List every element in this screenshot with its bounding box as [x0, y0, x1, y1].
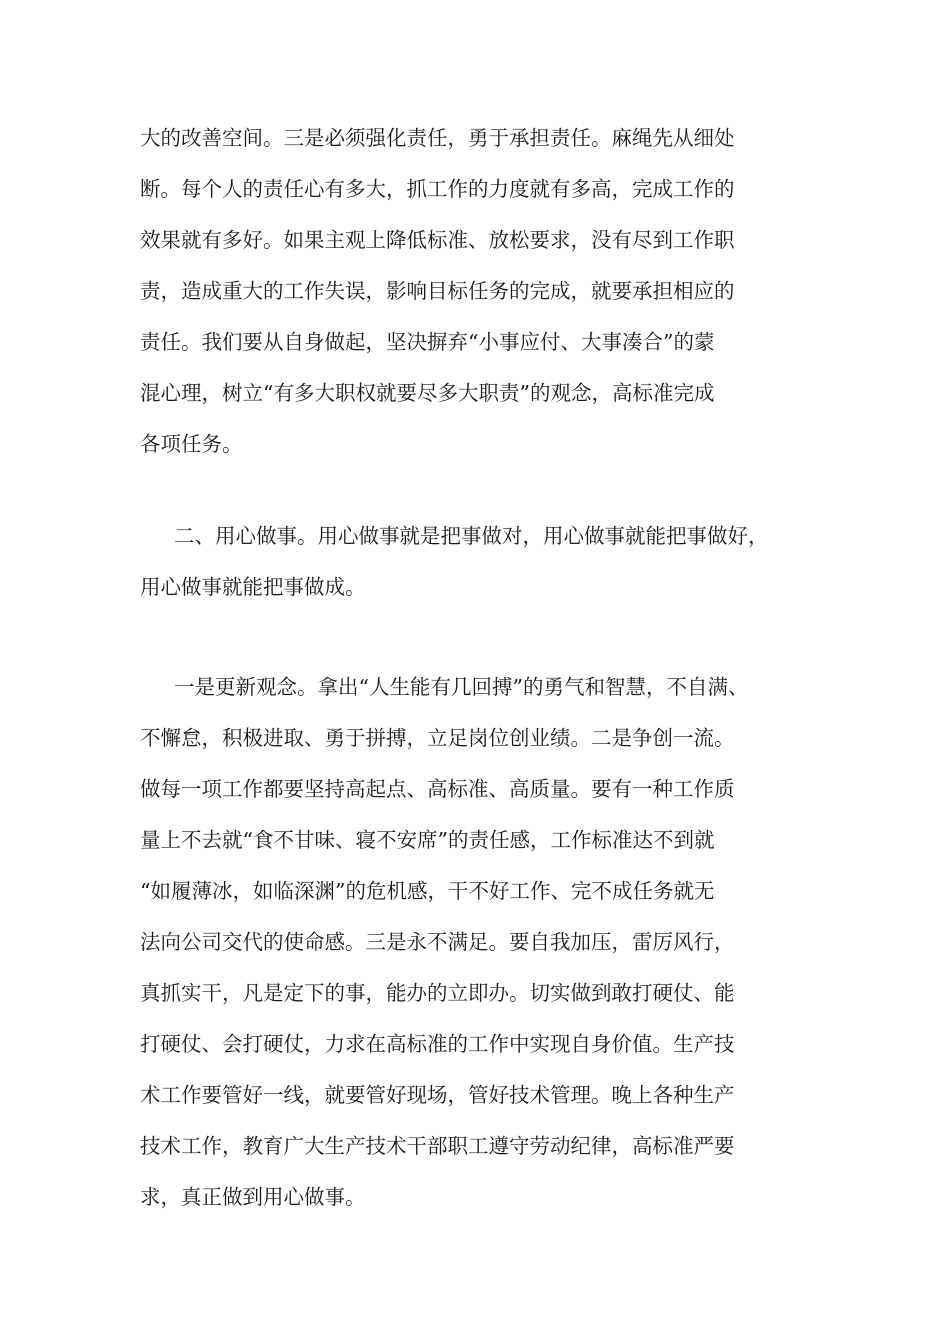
text-line: 打硬仗、会打硬仗，力求在高标准的工作中实现自身价值。生产技	[140, 1032, 735, 1056]
text-line: 真抓实干，凡是定下的事，能办的立即办。切实做到敢打硬仗、能	[140, 981, 735, 1005]
text-line: 一是更新观念。拿出“人生能有几回搏”的勇气和智慧，不自满、	[174, 675, 749, 699]
text-line: 求，真正做到用心做事。	[140, 1185, 366, 1209]
text-line: 效果就有多好。如果主观上降低标准、放松要求，没有尽到工作职	[140, 228, 735, 252]
paragraph-details	[140, 662, 820, 1223]
paragraph-responsibility	[140, 113, 820, 470]
text-line: 用心做事就能把事做成。	[140, 575, 366, 599]
text-line: 二、用心做事。用心做事就是把事做对，用心做事就能把事做好，	[174, 524, 769, 548]
text-line: “如履薄冰，如临深渊”的危机感，干不好工作、完不成任务就无	[140, 879, 715, 903]
text-line: 混心理，树立“有多大职权就要尽多大职责”的观念，高标准完成	[140, 381, 715, 405]
text-line: 法向公司交代的使命感。三是永不满足。要自我加压，雷厉风行，	[140, 930, 735, 954]
text-line: 大的改善空间。三是必须强化责任，勇于承担责任。麻绳先从细处	[140, 126, 735, 150]
text-line: 技术工作，教育广大生产技术干部职工遵守劳动纪律，高标准严要	[140, 1134, 735, 1158]
text-line: 不懈怠，积极进取、勇于拼搏，立足岗位创业绩。二是争创一流。	[140, 726, 735, 750]
text-line: 量上不去就“食不甘味、寝不安席”的责任感，工作标准达不到就	[140, 828, 715, 852]
text-line: 责，造成重大的工作失误，影响目标任务的完成，就要承担相应的	[140, 279, 735, 303]
text-line: 责任。我们要从自身做起，坚决摒弃“小事应付、大事凑合”的蒙	[140, 330, 715, 354]
text-line: 做每一项工作都要坚持高起点、高标准、高质量。要有一种工作质	[140, 777, 735, 801]
text-line: 断。每个人的责任心有多大，抓工作的力度就有多高，完成工作的	[140, 177, 735, 201]
paragraph-section-heading	[140, 511, 820, 613]
text-line: 各项任务。	[140, 432, 243, 456]
text-line: 术工作要管好一线，就要管好现场，管好技术管理。晚上各种生产	[140, 1083, 735, 1107]
